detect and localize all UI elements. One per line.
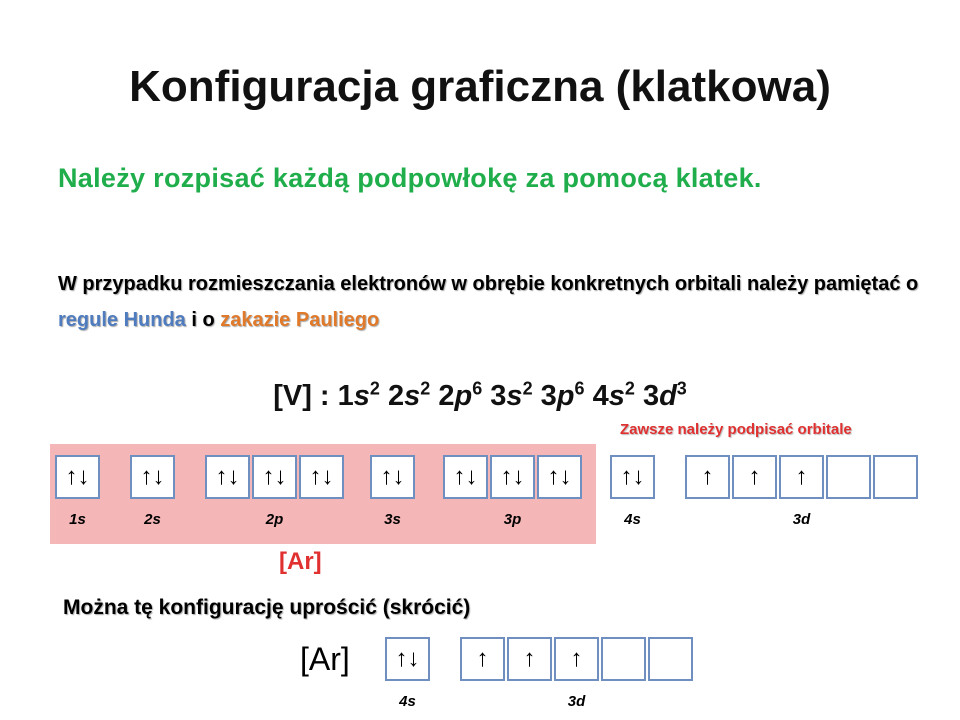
orbital-box: ↑↓ — [443, 455, 488, 499]
config-term: $1s^2$ — [337, 378, 380, 412]
orbital-box — [601, 637, 646, 681]
rule-text-middle: i o — [185, 309, 221, 331]
orbital-box: ↑ — [732, 455, 777, 499]
orbital-box: ↑↓ — [537, 455, 582, 499]
orbital-label: 3d — [567, 693, 586, 710]
config-term: $4s^2$ — [592, 378, 635, 412]
orbital-box: ↑↓ — [490, 455, 535, 499]
orbital-label: 3s — [384, 511, 401, 528]
orbital-label: 1s — [69, 511, 86, 528]
orbital-box: ↑↓ — [252, 455, 297, 499]
orbital-box: ↑↓ — [610, 455, 655, 499]
orbital-box: ↑ — [779, 455, 824, 499]
orbital-box — [826, 455, 871, 499]
orbital-box: ↑ — [554, 637, 599, 681]
orbital-box: ↑↓ — [205, 455, 250, 499]
argon-core-label: [Ar] — [279, 548, 322, 575]
config-prefix: [V] : — [273, 380, 338, 412]
short-argon-prefix: [Ar] — [300, 641, 350, 677]
rule-text-before: W przypadku rozmieszczania elektronów w obrębie konkretnych orbitali należy pamiętać o — [58, 273, 919, 295]
orbital-box: ↑↓ — [370, 455, 415, 499]
orbital-label: 2s — [144, 511, 161, 528]
config-term: $3s^2$ — [490, 378, 533, 412]
orbital-box — [873, 455, 918, 499]
orbital-box: ↑ — [685, 455, 730, 499]
orbital-box — [648, 637, 693, 681]
hund-rule-link: regule Hunda — [58, 309, 186, 331]
config-term: $2s^2$ — [387, 378, 431, 412]
orbital-label: 2p — [265, 511, 284, 528]
orbital-label: 3d — [792, 511, 811, 528]
config-term: $3d^3$ — [642, 378, 687, 412]
orbital-box: ↑↓ — [385, 637, 430, 681]
config-terms — [338, 380, 687, 412]
orbital-label: 4s — [624, 511, 641, 528]
orbital-label-note: Zawsze należy podpisać orbitale — [620, 421, 852, 438]
orbital-box: ↑↓ — [299, 455, 344, 499]
orbital-box: ↑ — [460, 637, 505, 681]
orbital-box: ↑↓ — [55, 455, 100, 499]
orbital-label: 3p — [503, 511, 522, 528]
config-term: $3p^6$ — [540, 378, 585, 412]
simplify-note: Można tę konfigurację uprościć (skrócić) — [63, 596, 471, 619]
orbital-box: ↑ — [507, 637, 552, 681]
config-term: $2p^6$ — [438, 378, 483, 412]
page-title: Konfiguracja graficzna (klatkowa) — [129, 62, 831, 111]
electron-configuration — [0, 380, 960, 413]
rule-text — [58, 266, 928, 338]
orbital-label: 4s — [399, 693, 416, 710]
intro-text: Należy rozpisać każdą podpowłokę za pomocą klatek. — [58, 163, 762, 193]
pauli-principle-link: zakazie Pauliego — [220, 309, 380, 331]
orbital-box: ↑↓ — [130, 455, 175, 499]
